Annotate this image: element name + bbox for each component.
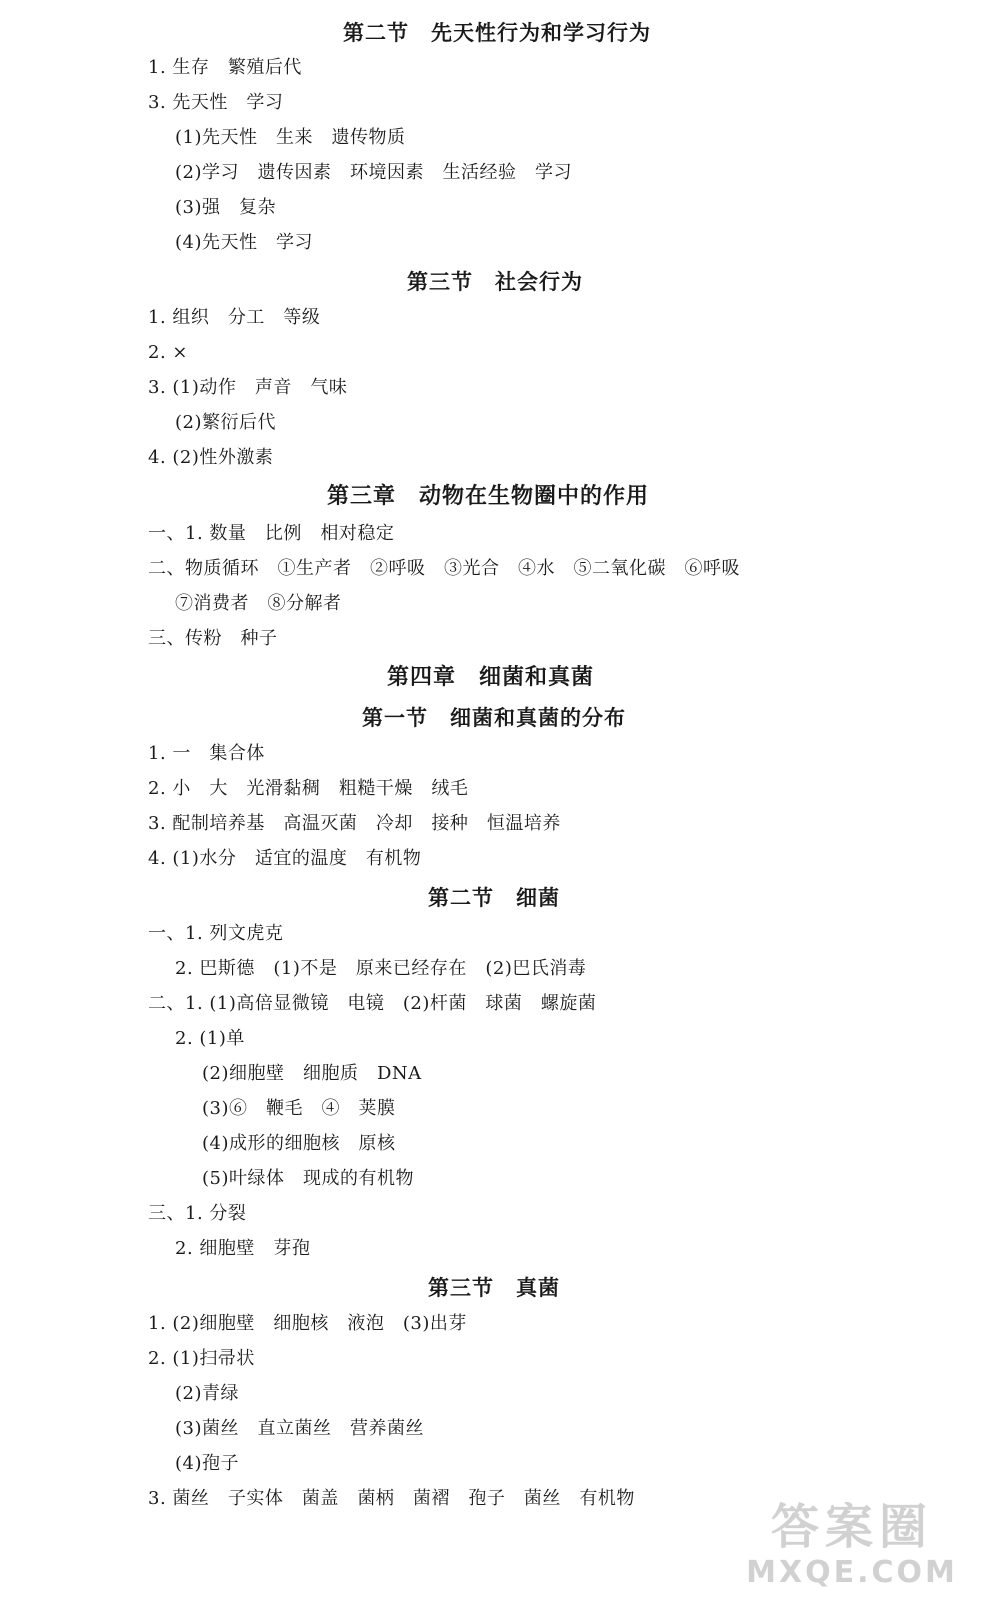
answer-line: 4. (1)水分 适宜的温度 有机物 [148,848,422,869]
answer-line: 2. 细胞壁 芽孢 [175,1238,311,1259]
answer-line: 二、物质循环 ①生产者 ②呼吸 ③光合 ④水 ⑤二氧化碳 ⑥呼吸 [148,558,740,579]
answer-line: 3. (1)动作 声音 气味 [148,377,348,398]
answer-line: (3)强 复杂 [175,197,276,218]
section-heading: 第一节 细菌和真菌的分布 [362,706,626,730]
answer-line: 1. 一 集合体 [148,743,265,764]
answer-line: 一、1. 列文虎克 [148,923,284,944]
site-watermark [732,1499,972,1609]
answer-line: 2. × [148,342,188,363]
answer-line: 三、传粉 种子 [148,628,278,649]
answer-line: (2)繁衍后代 [175,412,276,433]
answer-line: 三、1. 分裂 [148,1203,247,1224]
section-heading: 第二节 细菌 [428,886,560,910]
answer-line: 1. (2)细胞壁 细胞核 液泡 (3)出芽 [148,1313,467,1334]
section-heading: 第二节 先天性行为和学习行为 [343,21,651,45]
answer-line: (2)学习 遗传因素 环境因素 生活经验 学习 [175,162,572,183]
watermark-logo-text: 答案圈 [770,1499,933,1555]
answer-line: 2. 巴斯德 (1)不是 原来已经存在 (2)巴氏消毒 [175,958,587,979]
answer-line: (2)细胞壁 细胞质 DNA [202,1063,422,1084]
answer-line: (5)叶绿体 现成的有机物 [202,1168,414,1189]
answer-line: 3. 菌丝 子实体 菌盖 菌柄 菌褶 孢子 菌丝 有机物 [148,1488,635,1509]
section-heading: 第三节 社会行为 [407,270,583,294]
section-heading: 第三节 真菌 [428,1276,560,1300]
answer-line: ⑦消费者 ⑧分解者 [175,593,342,614]
answer-line: 2. (1)扫帚状 [148,1348,255,1369]
watermark-url: MXQE.COM [746,1555,958,1590]
answer-line: 2. 小 大 光滑黏稠 粗糙干燥 绒毛 [148,778,469,799]
answer-line: 1. 生存 繁殖后代 [148,57,302,78]
answer-line: 4. (2)性外激素 [148,447,274,468]
answer-line: 3. 先天性 学习 [148,92,284,113]
answer-line: (4)成形的细胞核 原核 [202,1133,396,1154]
answer-line: 一、1. 数量 比例 相对稳定 [148,523,395,544]
answer-line: (2)青绿 [175,1383,239,1404]
chapter-heading: 第四章 细菌和真菌 [387,665,595,690]
answer-line: 2. (1)单 [175,1028,245,1049]
answer-line: 1. 组织 分工 等级 [148,307,321,328]
answer-line: (4)孢子 [175,1453,239,1474]
answer-line: 3. 配制培养基 高温灭菌 冷却 接种 恒温培养 [148,813,561,834]
chapter-heading: 第三章 动物在生物圈中的作用 [327,484,650,509]
answer-line: (1)先天性 生来 遗传物质 [175,127,406,148]
answer-line: (4)先天性 学习 [175,232,313,253]
answer-line: 二、1. (1)高倍显微镜 电镜 (2)杆菌 球菌 螺旋菌 [148,993,597,1014]
answer-line: (3)⑥ 鞭毛 ④ 荚膜 [202,1098,396,1119]
answer-line: (3)菌丝 直立菌丝 营养菌丝 [175,1418,424,1439]
